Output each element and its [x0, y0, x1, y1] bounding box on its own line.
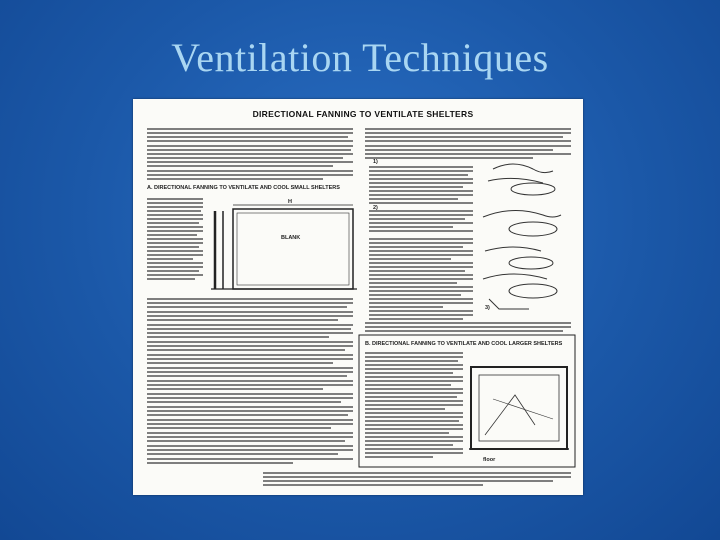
- right-column-text-top: [365, 129, 571, 158]
- fan-figures-right: [483, 164, 561, 309]
- left-column-text-narrow: [147, 199, 203, 279]
- svg-text:BLANK: BLANK: [281, 235, 301, 241]
- right-column-text-middle: [365, 323, 571, 331]
- document-scan: [133, 99, 583, 495]
- section-b-title: B. DIRECTIONAL FANNING TO VENTILATE AND COOL LARGER SHELTERS: [365, 341, 563, 347]
- right-column-text-narrow: [369, 167, 473, 319]
- fig-label-3: 3): [485, 305, 490, 311]
- document-heading: DIRECTIONAL FANNING TO VENTILATE SHELTERS: [252, 109, 474, 119]
- footnote-text: [263, 473, 571, 485]
- fig-label-floor: floor: [483, 457, 496, 463]
- slide-title: Ventilation Techniques: [171, 35, 549, 80]
- left-column-text-top: [147, 129, 353, 179]
- fan-diagram-small-shelter: [211, 199, 357, 289]
- section-a-title: A. DIRECTIONAL FANNING TO VENTILATE AND COOL SMALL SHELTERS: [147, 185, 340, 191]
- svg-text:H: H: [288, 199, 292, 205]
- fig-label-1: 1): [373, 159, 378, 165]
- section-b-box: [359, 335, 575, 467]
- left-column-text-bottom: [147, 299, 353, 463]
- document-body-graphics: [133, 99, 583, 495]
- fig-label-2: 2): [373, 205, 378, 211]
